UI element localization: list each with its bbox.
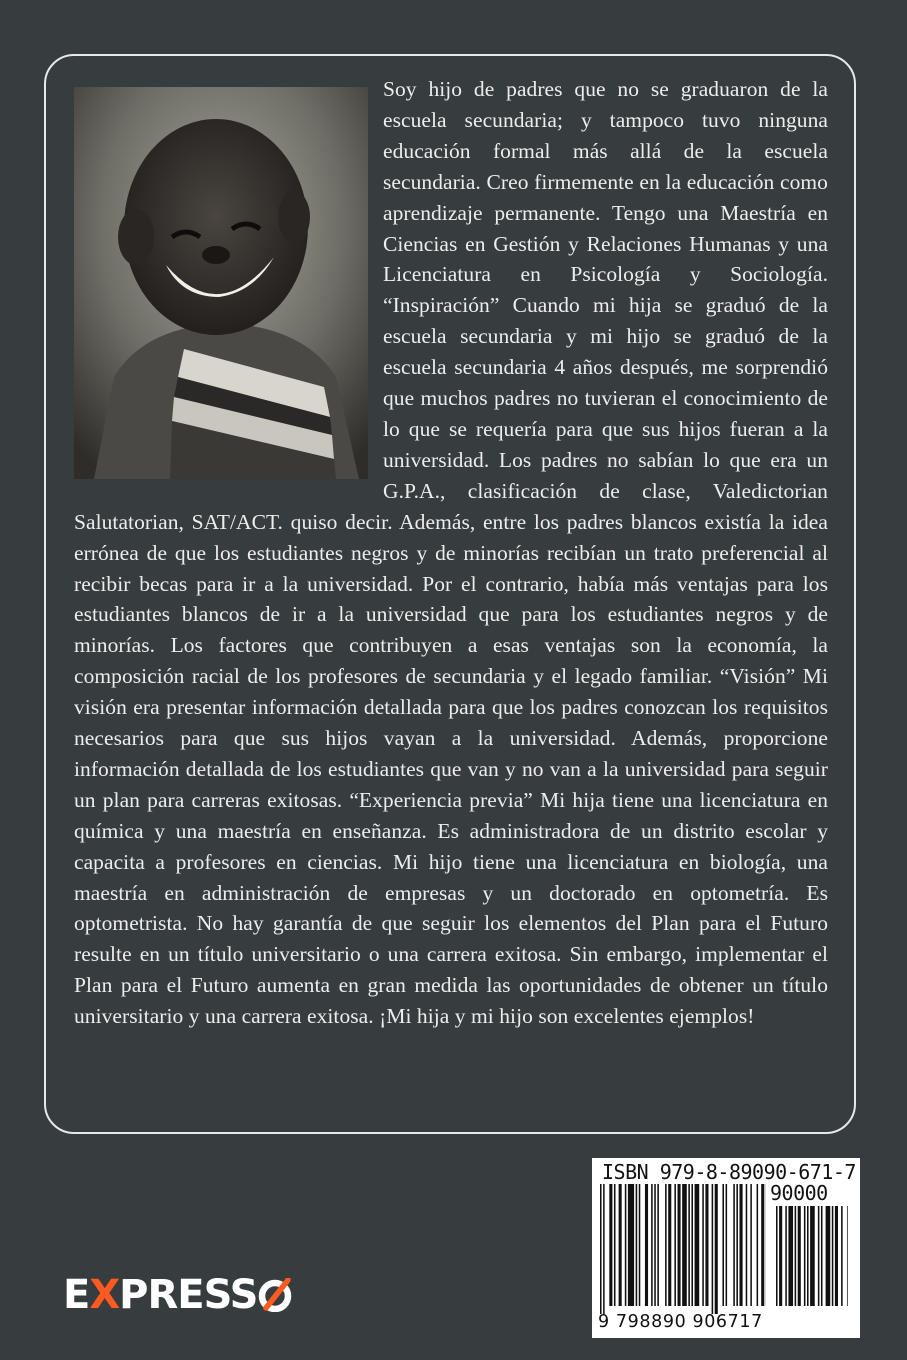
barcode-bar — [625, 1184, 627, 1306]
barcode-bar — [705, 1184, 708, 1306]
barcode-bar — [788, 1206, 793, 1306]
barcode-digits: 9 798890 906717 — [598, 1312, 763, 1332]
barcode-bar — [695, 1184, 700, 1306]
barcode-bar — [779, 1206, 782, 1306]
barcode-bar — [810, 1206, 815, 1306]
price-code: 90000 — [770, 1181, 828, 1205]
barcode-bar — [691, 1184, 693, 1306]
barcode-bar — [628, 1184, 634, 1306]
barcode-bar — [674, 1184, 676, 1306]
barcode-bar — [722, 1184, 724, 1306]
barcode-bars-extension — [776, 1206, 848, 1314]
photo-spacer — [74, 74, 383, 492]
barcode-bar — [785, 1206, 787, 1306]
barcode-bar — [636, 1184, 638, 1306]
isbn-barcode — [592, 1158, 860, 1338]
barcode-bar — [726, 1184, 728, 1306]
barcode-bar — [657, 1184, 659, 1306]
barcode-bar — [804, 1206, 806, 1306]
barcode-bar — [750, 1184, 752, 1306]
barcode-bar — [832, 1206, 834, 1306]
barcode-bar — [609, 1184, 612, 1306]
barcode-bar — [639, 1184, 641, 1306]
barcode-bar — [678, 1184, 681, 1306]
blurb-text: Soy hijo de padres que no se graduaron de la escuela secundaria; y tampoco tuvo ninguna educación formal más allá de la escuela secundaria. Creo firmemente en la educación como aprendizaje permanente. Tengo una Maestría en Ciencias en Gestión y Relaciones Humanas y una Licenciatura en Psicología y Sociología. “Inspiración” Cuando mi hija se graduó de la escuela secundaria y mi hijo se graduó de la escuela secundaria 4 años después, me sorprendió que muchos padres no tuvieran el conocimiento de lo que se requería para que sus hijos fueran a la universidad. Los padres no sabían lo que era un G.P.A., clasificación de clase, Valedictorian Salutatorian, SAT/ACT. quiso decir. Además, entre los padres blancos existía la idea errónea de que los estudiantes negros y de minorías recibían un trato preferencial al recibir becas para ir a la universidad. Por el contrario, había más ventajas para los estudiantes blancos de ir a la universidad que para los estudiantes negros y de minorías. Los factores que contribuyen a esas ventajas son la economía, la composición racial de los profesores de secundaria y el legado familiar. “Visión” Mi visión era presentar información detallada para que los padres conozcan los requisitos necesarios para que sus hijos vayan a la universidad. Además, proporcione información detallada de los estudiantes que van y no van a la universidad para seguir un plan para carreras exitosas. “Experiencia previa” Mi hija tiene una licenciatura en química y una maestría en enseñanza. Es administradora de un distrito escolar y capacita a profesores en ciencias. Mi hijo tiene una licenciatura en biología, una maestría en administración de empresas y un doctorado en optometría. Es optometrista. No hay garantía de que seguir los elementos del Plan para el Futuro resulte en un título universitario o una carrera exitosa. Sin embargo, implementar el Plan para el Futuro aumenta en gran medida las oportunidades de obtener un título universitario y una carrera exitosa. ¡Mi hija y mi hijo son excelentes ejemplos! — [74, 77, 828, 1029]
logo-letter-x: X — [89, 1272, 120, 1318]
barcode-bars-main — [600, 1184, 766, 1314]
barcode-bar — [702, 1184, 704, 1306]
back-cover-blurb — [74, 74, 828, 1032]
barcode-bar — [740, 1184, 743, 1306]
barcode-bar — [651, 1184, 653, 1306]
barcode-bar — [761, 1184, 764, 1306]
publisher-logo — [63, 1272, 292, 1318]
barcode-bar — [645, 1184, 648, 1306]
barcode-bar — [835, 1206, 838, 1306]
barcode-bar — [665, 1184, 667, 1306]
barcode-bar — [654, 1184, 656, 1306]
barcode-bar — [795, 1206, 797, 1306]
barcode-bar — [715, 1184, 718, 1314]
barcode-bar — [798, 1206, 801, 1306]
barcode-bar — [847, 1206, 848, 1306]
barcode-bar — [757, 1184, 759, 1306]
barcode-bar — [600, 1184, 602, 1314]
barcode-bar — [821, 1206, 823, 1306]
isbn-label: ISBN 979-8-89090-671-7 — [602, 1160, 856, 1184]
barcode-bar — [807, 1206, 809, 1306]
logo-o-icon — [258, 1278, 292, 1312]
barcode-bar — [619, 1184, 622, 1306]
barcode-bar — [614, 1184, 616, 1306]
logo-letter-e: E — [63, 1272, 90, 1318]
barcode-bar — [736, 1184, 738, 1306]
barcode-bar — [776, 1206, 778, 1306]
barcode-bar — [688, 1184, 690, 1306]
logo-letters-press: PRESS — [119, 1272, 258, 1318]
barcode-bar — [841, 1206, 843, 1306]
barcode-bar — [668, 1184, 671, 1306]
barcode-bar — [733, 1184, 735, 1306]
barcode-bar — [826, 1206, 831, 1306]
barcode-bar — [603, 1184, 605, 1314]
barcode-bar — [818, 1206, 820, 1306]
barcode-bar — [746, 1184, 748, 1306]
barcode-bar — [682, 1184, 687, 1306]
barcode-bar — [712, 1184, 714, 1314]
